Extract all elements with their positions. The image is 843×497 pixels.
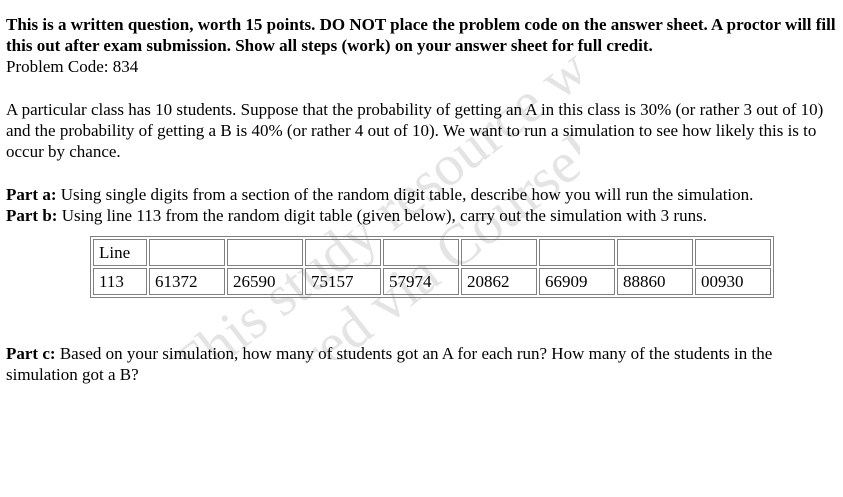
digit-group-cell: 00930	[695, 268, 771, 295]
part-b	[6, 205, 838, 226]
table-header-row	[93, 239, 771, 266]
part-c-text: Based on your simulation, how many of students got an A for each run? How many of the students in the simulation got a B?	[6, 344, 773, 384]
part-a	[6, 184, 838, 205]
header-empty-cell	[539, 239, 615, 266]
row-line-number: 113	[93, 268, 147, 295]
header-empty-cell	[227, 239, 303, 266]
digit-group-cell: 66909	[539, 268, 615, 295]
part-c-label: Part c:	[6, 344, 56, 363]
digit-group-cell: 88860	[617, 268, 693, 295]
part-b-label: Part b:	[6, 206, 58, 225]
watermark-line-1: This study resource was	[157, 40, 580, 360]
random-digit-table	[90, 236, 774, 298]
header-empty-cell	[461, 239, 537, 266]
table-row	[93, 268, 771, 295]
digit-group-cell: 20862	[461, 268, 537, 295]
digit-group-cell: 61372	[149, 268, 225, 295]
watermark-line-2: via CourseHero	[355, 59, 580, 336]
header-line-cell: Line	[93, 239, 147, 266]
digit-group-cell: 26590	[227, 268, 303, 295]
question-page	[6, 0, 838, 385]
header-empty-cell	[617, 239, 693, 266]
part-a-text: Using single digits from a section of the random digit table, describe how you will run the simulation.	[56, 185, 754, 204]
digit-group-cell: 57974	[383, 268, 459, 295]
digit-group-cell: 75157	[305, 268, 381, 295]
random-digit-table-wrap	[90, 236, 838, 298]
part-c	[6, 343, 838, 385]
part-a-label: Part a:	[6, 185, 57, 204]
problem-statement: A particular class has 10 students. Suppose that the probability of getting an A in this class is 30% (or rather 3 out of 10) and the probability of getting a B is 40% (or rather 4 out of 10). We want to run a simulation to see how likely this is to occur by chance.	[6, 100, 824, 161]
header-empty-cell	[149, 239, 225, 266]
problem-code: Problem Code: 834	[6, 57, 139, 76]
instructions: This is a written question, worth 15 points. DO NOT place the problem code on the answer sheet. A proctor will fill this out after exam submission. Show all steps (work) on your answer sheet for full credit.	[6, 15, 836, 55]
header-empty-cell	[695, 239, 771, 266]
part-b-text: Using line 113 from the random digit table (given below), carry out the simulation with 3 runs.	[57, 206, 707, 225]
header-empty-cell	[305, 239, 381, 266]
header-empty-cell	[383, 239, 459, 266]
